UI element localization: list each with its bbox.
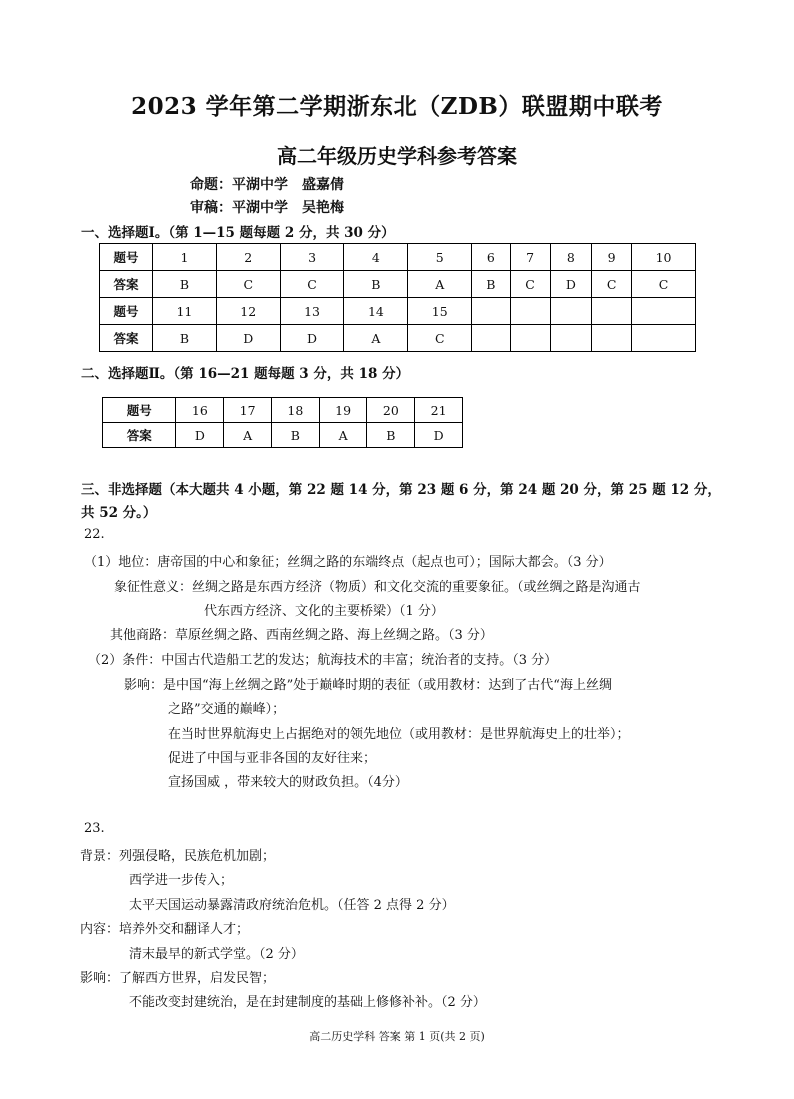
section1-title: 一、选择题Ⅰ。（第 1—15 题每题 2 分，共 30 分） [81, 225, 395, 241]
answer-cell: B [153, 271, 217, 298]
answer-cell: D [550, 271, 592, 298]
empty-cell [510, 325, 550, 352]
answer-cell: B [153, 325, 217, 352]
q22-line: 象征性意义：丝绸之路是东西方经济（物质）和文化交流的重要象征。（或丝绸之路是沟通古 [114, 580, 641, 595]
empty-cell [550, 298, 592, 325]
q23-line: 太平天国运动暴露清政府统治危机。（任答 2 点得 2 分） [129, 898, 455, 913]
row-label: 题号 [100, 244, 153, 271]
question-number: 8 [550, 244, 592, 271]
answer-cell: B [472, 271, 510, 298]
row-label: 题号 [100, 298, 153, 325]
q22-line: 代东西方经济、文化的主要桥梁）（1 分） [204, 604, 444, 619]
question-number: 16 [176, 398, 224, 423]
row-label: 答案 [100, 271, 153, 298]
answer-cell: A [319, 423, 367, 448]
empty-cell [550, 325, 592, 352]
answer-cell: C [510, 271, 550, 298]
answer-cell: D [415, 423, 463, 448]
question-number: 13 [280, 298, 344, 325]
question-number: 11 [153, 298, 217, 325]
author-line: 命题：平湖中学 盛嘉倩 [190, 177, 344, 193]
page-footer: 高二历史学科 答案 第 1 页(共 2 页) [309, 1030, 485, 1043]
question-number: 5 [408, 244, 472, 271]
question-number: 15 [408, 298, 472, 325]
q22-line: 在当时世界航海史上占据绝对的领先地位（或用教材：是世界航海史上的壮举）； [168, 727, 630, 742]
row-label: 答案 [100, 325, 153, 352]
question-number: 18 [271, 398, 319, 423]
answer-cell: D [280, 325, 344, 352]
exam-title: 2023 学年第二学期浙东北（ZDB）联盟期中联考 [131, 93, 663, 120]
answer-cell: B [367, 423, 415, 448]
question-number: 6 [472, 244, 510, 271]
table-row [103, 398, 463, 423]
row-label: 答案 [103, 423, 176, 448]
table-row [100, 298, 696, 325]
q23-line: 影响：了解西方世界，启发民智； [80, 971, 276, 986]
q22-line: （1）地位：唐帝国的中心和象征；丝绸之路的东端终点（起点也可）；国际大都会。（3 分） [84, 555, 612, 570]
empty-cell [592, 325, 632, 352]
answer-table-2 [102, 397, 463, 448]
answer-cell: C [408, 325, 472, 352]
section2-title: 二、选择题Ⅱ。（第 16—21 题每题 3 分，共 18 分） [81, 366, 410, 382]
q23-line: 内容：培养外交和翻译人才； [80, 922, 250, 937]
question-number: 3 [280, 244, 344, 271]
row-label: 题号 [103, 398, 176, 423]
answer-cell: C [216, 271, 280, 298]
q22-line: 之路”交通的巅峰）； [168, 702, 286, 717]
empty-cell [472, 325, 510, 352]
question-number: 4 [344, 244, 408, 271]
section3-title-line2: 共 52 分。） [81, 505, 157, 521]
q23-line: 清末最早的新式学堂。（2 分） [129, 947, 304, 962]
q22-line: （2）条件：中国古代造船工艺的发达；航海技术的丰富；统治者的支持。（3 分） [88, 653, 558, 668]
q23-line: 西学进一步传入； [129, 873, 234, 888]
question-number: 14 [344, 298, 408, 325]
q22-line: 促进了中国与亚非各国的友好往来； [168, 751, 377, 766]
answer-cell: A [224, 423, 272, 448]
answer-cell: A [344, 325, 408, 352]
empty-cell [510, 298, 550, 325]
table-row [100, 271, 696, 298]
question-number: 2 [216, 244, 280, 271]
q22-line: 其他商路：草原丝绸之路、西南丝绸之路、海上丝绸之路。（3 分） [110, 628, 493, 643]
answer-cell: B [271, 423, 319, 448]
empty-cell [632, 325, 696, 352]
answer-cell: B [344, 271, 408, 298]
empty-cell [592, 298, 632, 325]
question-22-number: 22. [84, 527, 105, 542]
answer-cell: D [216, 325, 280, 352]
question-number: 20 [367, 398, 415, 423]
question-number: 9 [592, 244, 632, 271]
section3-title-line1: 三、非选择题（本大题共 4 小题，第 22 题 14 分，第 23 题 6 分，第 24 题 20 分，第 25 题 12 分， [81, 482, 721, 498]
empty-cell [472, 298, 510, 325]
q23-line: 不能改变封建统治，是在封建制度的基础上修修补补。（2 分） [129, 995, 486, 1010]
question-number: 10 [632, 244, 696, 271]
answer-key-subtitle: 高二年级历史学科参考答案 [277, 144, 517, 168]
question-number: 1 [153, 244, 217, 271]
question-number: 17 [224, 398, 272, 423]
answer-cell: C [280, 271, 344, 298]
question-number: 12 [216, 298, 280, 325]
answer-cell: C [632, 271, 696, 298]
question-number: 19 [319, 398, 367, 423]
q22-line: 宣扬国威 ，带来较大的财政负担。（4分） [168, 775, 408, 790]
table-row [100, 325, 696, 352]
question-23-number: 23. [84, 821, 105, 836]
answer-cell: D [176, 423, 224, 448]
empty-cell [632, 298, 696, 325]
reviewer-line: 审稿：平湖中学 吴艳梅 [190, 200, 344, 216]
q23-line: 背景：列强侵略，民族危机加剧； [80, 849, 276, 864]
answer-cell: C [592, 271, 632, 298]
q22-line: 影响：是中国“海上丝绸之路”处于巅峰时期的表征（或用教材：达到了古代“海上丝绸 [124, 678, 612, 693]
table-row [103, 423, 463, 448]
answer-table-1 [99, 243, 696, 352]
answer-cell: A [408, 271, 472, 298]
question-number: 21 [415, 398, 463, 423]
table-row [100, 244, 696, 271]
question-number: 7 [510, 244, 550, 271]
